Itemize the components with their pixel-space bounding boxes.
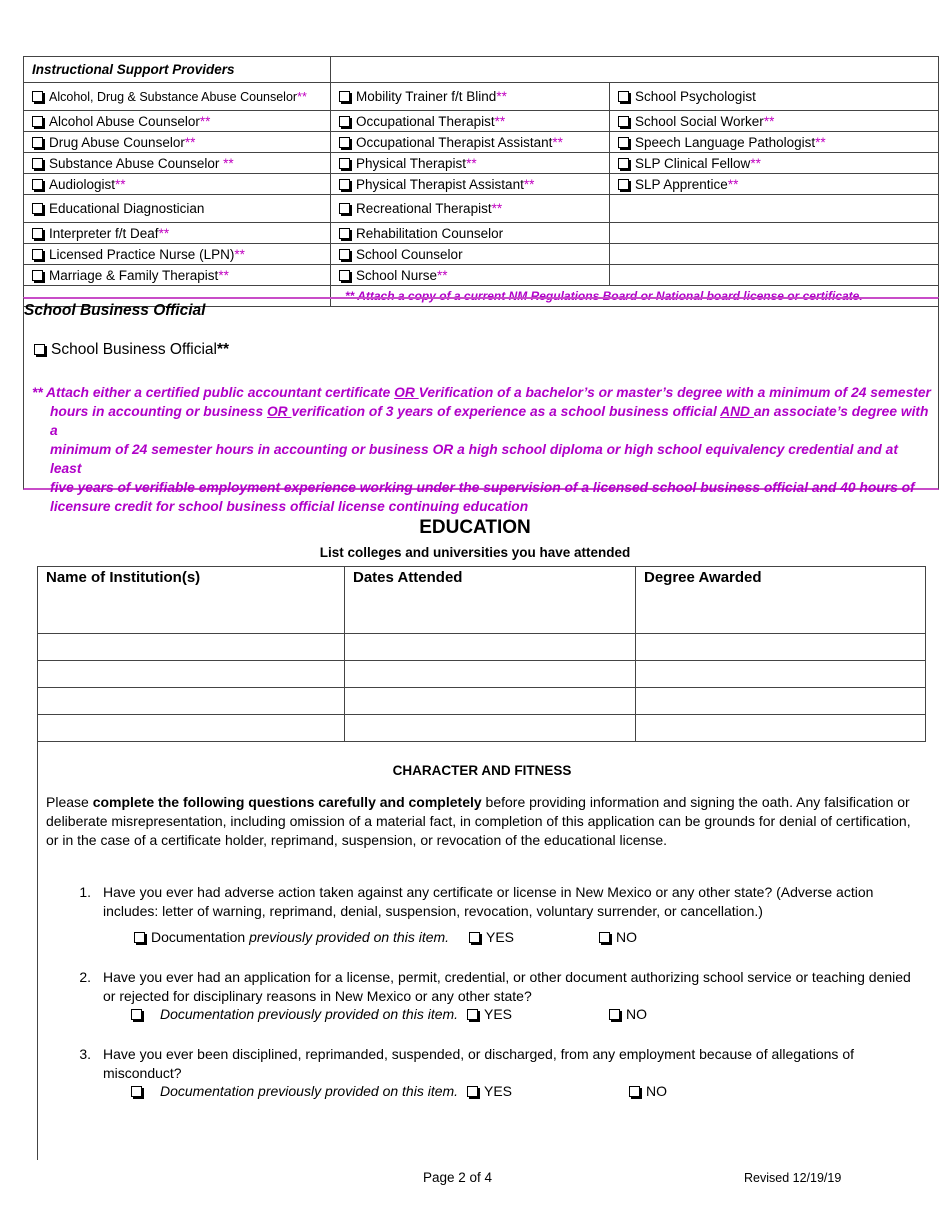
checkbox-icon[interactable] — [339, 137, 350, 148]
checkbox-icon[interactable] — [599, 932, 610, 943]
q2-yes-option[interactable] — [467, 1006, 512, 1022]
no-label: NO — [626, 1006, 647, 1022]
degree-field[interactable] — [636, 661, 926, 688]
isp-option[interactable] — [339, 177, 534, 192]
isp-cell — [610, 153, 939, 174]
sbo-note-line: minimum of 24 semester hours in accounting or business OR a high school diploma or high school equivalency credential and at least — [50, 442, 898, 476]
sbo-note-line: five years of verifiable employment experience working under the supervision of a licensed school business official and 40 hours of — [50, 480, 915, 495]
checkbox-icon[interactable] — [32, 270, 43, 281]
doc-label-italic: Documentation previously provided on this item. — [160, 1006, 459, 1022]
doc-label: Documentation — [151, 929, 250, 945]
education-row — [38, 634, 926, 661]
isp-option-label: School Psychologist — [635, 89, 756, 104]
dates-field[interactable] — [345, 688, 636, 715]
sbo-note-part: Verification of a bachelor’s or master’s degree with a minimum of 24 semester — [418, 385, 931, 400]
no-label: NO — [646, 1083, 667, 1099]
degree-field[interactable] — [636, 634, 926, 661]
checkbox-icon[interactable] — [618, 116, 629, 127]
isp-cell — [24, 153, 331, 174]
character-fitness-section — [37, 738, 926, 1160]
education-row — [38, 661, 926, 688]
isp-option-label: Audiologist — [49, 176, 116, 192]
sbo-note-and: AND — [720, 404, 754, 419]
checkbox-icon[interactable] — [131, 1086, 142, 1097]
q1-yes-option[interactable] — [469, 929, 514, 945]
q1-documentation-option[interactable] — [134, 929, 449, 945]
checkbox-icon[interactable] — [469, 932, 480, 943]
isp-option-label: Substance Abuse Counselor — [49, 155, 224, 171]
license-required-marker: ** — [466, 155, 477, 171]
checkbox-icon[interactable] — [467, 1009, 478, 1020]
isp-table — [23, 56, 939, 307]
institution-field[interactable] — [38, 688, 345, 715]
license-required-marker: ** — [494, 113, 506, 129]
isp-option-label: Interpreter f/t Deaf — [49, 225, 159, 241]
checkbox-icon[interactable] — [339, 270, 350, 281]
isp-cell — [24, 83, 331, 111]
isp-option[interactable] — [32, 268, 229, 283]
isp-option[interactable] — [339, 201, 502, 216]
checkbox-icon[interactable] — [32, 249, 43, 260]
sbo-note-or: OR — [394, 385, 419, 400]
isp-option[interactable] — [339, 114, 505, 129]
checkbox-icon[interactable] — [134, 932, 145, 943]
checkbox-icon[interactable] — [339, 91, 350, 102]
sbo-note-part: hours in accounting or business — [50, 404, 267, 419]
checkbox-icon[interactable] — [618, 91, 629, 102]
isp-option-label: Physical Therapist Assistant — [356, 176, 524, 192]
checkbox-icon[interactable] — [131, 1009, 142, 1020]
isp-cell — [24, 223, 331, 244]
isp-option-label: Occupational Therapist Assistant — [356, 134, 553, 150]
checkbox-icon[interactable] — [32, 137, 43, 148]
isp-option[interactable] — [32, 247, 245, 262]
isp-row — [24, 195, 939, 223]
license-required-marker: ** — [223, 155, 234, 171]
isp-option[interactable] — [32, 135, 195, 150]
checkbox-icon[interactable] — [467, 1086, 478, 1097]
isp-option-label: Educational Diagnostician — [49, 201, 205, 216]
institution-field[interactable] — [38, 661, 345, 688]
isp-cell — [610, 83, 939, 111]
yes-label: YES — [484, 1083, 513, 1099]
q1-no-option[interactable] — [599, 929, 637, 945]
isp-license-note: ** Attach a copy of a current NM Regulations Board or National board license or certificate. — [345, 289, 863, 303]
isp-option[interactable] — [618, 89, 756, 104]
question-number: 2. — [79, 969, 91, 985]
sbo-note-or: OR — [266, 404, 292, 419]
isp-cell — [331, 83, 610, 111]
isp-cell — [610, 111, 939, 132]
institution-field[interactable] — [38, 634, 345, 661]
sbo-item-label: School Business Official — [51, 341, 217, 358]
isp-row — [24, 153, 939, 174]
isp-row — [24, 223, 939, 244]
isp-option[interactable] — [618, 177, 738, 192]
isp-option-label: Occupational Therapist — [356, 113, 495, 129]
dates-field[interactable] — [345, 634, 636, 661]
checkbox-icon[interactable] — [32, 116, 43, 127]
isp-option-label: Drug Abuse Counselor — [49, 134, 185, 150]
license-required-marker: ** — [552, 134, 563, 150]
checkbox-icon[interactable] — [32, 228, 43, 239]
checkbox-icon[interactable] — [32, 203, 43, 214]
isp-option-label: School Social Worker — [635, 113, 764, 129]
character-intro — [46, 793, 926, 850]
degree-field[interactable] — [636, 688, 926, 715]
isp-cell — [610, 132, 939, 153]
isp-cell — [331, 132, 610, 153]
isp-option[interactable] — [32, 114, 210, 129]
isp-cell — [24, 244, 331, 265]
isp-cell — [331, 223, 610, 244]
q2-documentation-option[interactable] — [131, 1006, 458, 1022]
doc-label-italic: Documentation previously provided on this item. — [160, 1083, 459, 1099]
intro-text: Please — [46, 794, 93, 810]
q2-no-option[interactable] — [609, 1006, 647, 1022]
license-required-marker: ** — [750, 155, 761, 171]
isp-option[interactable] — [32, 226, 169, 241]
col-institution: Name of Institution(s) — [38, 567, 345, 634]
isp-row — [24, 111, 939, 132]
license-required-marker: ** — [297, 90, 307, 104]
isp-option-label: Physical Therapist — [356, 155, 467, 171]
sbo-note-line — [32, 402, 932, 440]
isp-option[interactable] — [339, 247, 463, 262]
license-required-marker: ** — [523, 176, 535, 192]
isp-cell — [24, 195, 331, 223]
sbo-checkbox-item[interactable] — [34, 341, 229, 359]
education-title: EDUCATION — [419, 517, 531, 538]
sbo-note-line: licensure credit for school business official license continuing education — [50, 499, 529, 514]
isp-cell — [24, 174, 331, 195]
question-text: Have you ever had an application for a license, permit, credential, or other document authorizing school service or teaching denied or rejected for disciplinary reasons in New Mexico or any other state? — [103, 969, 911, 1004]
q3-documentation-option[interactable] — [131, 1083, 458, 1099]
col-degree-awarded: Degree Awarded — [636, 567, 926, 634]
isp-row — [24, 174, 939, 195]
checkbox-icon[interactable] — [618, 158, 629, 169]
license-required-marker: ** — [115, 176, 126, 192]
checkbox-icon[interactable] — [32, 158, 43, 169]
isp-cell — [610, 265, 939, 286]
license-required-marker: ** — [496, 89, 507, 104]
isp-option-label: Alcohol, Drug & Substance Abuse Counselor — [49, 90, 298, 104]
isp-row — [24, 244, 939, 265]
isp-option[interactable] — [618, 135, 826, 150]
page-number: Page 2 of 4 — [423, 1170, 493, 1185]
checkbox-icon[interactable] — [339, 116, 350, 127]
license-required-marker: ** — [218, 267, 229, 283]
checkbox-icon[interactable] — [339, 228, 350, 239]
question-number: 1. — [79, 884, 91, 900]
isp-option-label: School Counselor — [356, 246, 463, 262]
isp-cell — [610, 244, 939, 265]
isp-cell — [331, 244, 610, 265]
dates-field[interactable] — [345, 661, 636, 688]
checkbox-icon[interactable] — [629, 1086, 640, 1097]
isp-option[interactable] — [32, 177, 126, 192]
isp-option-label: Speech Language Pathologist — [635, 134, 816, 150]
license-required-marker: ** — [234, 246, 245, 262]
license-required-marker: ** — [184, 134, 196, 150]
isp-option-label: Marriage & Family Therapist — [49, 267, 219, 283]
intro-bold-text: complete the following questions carefully and completely — [92, 794, 482, 810]
question-text: Have you ever had adverse action taken against any certificate or license in New Mexico or any other state? (Adverse action includes: letter of warning, reprimand, denial, suspension, revocation, voluntary surrender, or cancellation.) — [103, 884, 874, 919]
isp-option-label: SLP Apprentice — [635, 176, 728, 192]
checkbox-icon[interactable] — [339, 158, 350, 169]
license-required-marker: ** — [727, 176, 739, 192]
doc-label-italic: previously provided on this item. — [249, 929, 450, 945]
isp-header-cell — [24, 57, 331, 83]
education-table — [37, 566, 926, 742]
isp-cell — [610, 195, 939, 223]
isp-cell — [610, 174, 939, 195]
license-required-marker: ** — [763, 113, 775, 129]
isp-option[interactable] — [339, 135, 563, 150]
sbo-note-part: ** Attach either a certified public accountant certificate — [32, 385, 395, 400]
isp-option-label: Recreational Therapist — [356, 201, 492, 216]
character-title: CHARACTER AND FITNESS — [392, 763, 572, 778]
checkbox-icon[interactable] — [339, 203, 350, 214]
isp-row — [24, 83, 939, 111]
yes-label: YES — [486, 929, 515, 945]
sbo-item-star: ** — [217, 341, 230, 358]
isp-option[interactable] — [618, 156, 761, 171]
checkbox-icon[interactable] — [339, 179, 350, 190]
isp-cell — [24, 111, 331, 132]
checkbox-icon[interactable] — [339, 249, 350, 260]
isp-option[interactable] — [339, 156, 477, 171]
education-subtitle: List colleges and universities you have attended — [319, 545, 631, 560]
isp-row — [24, 265, 939, 286]
intro-text: before providing information and signing the oath. Any falsification or deliberate misrepresentation, including omission of a material fact, in completion of this application can be grounds for denial of certification, or in the case of a certificate holder, reprimand, suspension, or revocation of the educational license. — [46, 794, 911, 848]
isp-option-label: Rehabilitation Counselor — [356, 225, 504, 241]
isp-cell — [331, 195, 610, 223]
isp-cell — [24, 265, 331, 286]
isp-option[interactable] — [32, 201, 204, 216]
isp-option[interactable] — [32, 156, 234, 171]
isp-option[interactable] — [339, 89, 507, 104]
isp-option-label: Mobility Trainer f/t Blind — [356, 89, 497, 104]
isp-cell — [331, 153, 610, 174]
isp-header: Instructional Support Providers — [32, 62, 235, 77]
isp-option-label: Licensed Practice Nurse (LPN) — [49, 246, 235, 262]
sbo-note-part: an associate’s degree with a — [50, 404, 929, 438]
isp-option[interactable] — [618, 114, 774, 129]
checkbox-icon[interactable] — [34, 344, 45, 355]
yes-label: YES — [484, 1006, 513, 1022]
no-label: NO — [616, 929, 637, 945]
isp-cell — [331, 265, 610, 286]
isp-option-label: SLP Clinical Fellow — [635, 155, 751, 171]
sbo-title: School Business Official — [24, 302, 206, 319]
sbo-note-part: verification of 3 years of experience as a school business official — [291, 404, 721, 419]
license-required-marker: ** — [491, 201, 503, 216]
isp-cell — [331, 111, 610, 132]
q3-yes-option[interactable] — [467, 1083, 512, 1099]
sbo-requirements-note — [32, 383, 932, 516]
isp-cell — [610, 223, 939, 244]
q3-no-option[interactable] — [629, 1083, 667, 1099]
license-required-marker: ** — [199, 113, 211, 129]
question-text: Have you ever been disciplined, reprimanded, suspended, or discharged, from any employment because of allegations of misconduct? — [103, 1046, 854, 1081]
isp-option[interactable] — [32, 90, 307, 104]
isp-header-empty — [331, 57, 939, 83]
isp-option[interactable] — [339, 268, 448, 283]
checkbox-icon[interactable] — [32, 179, 43, 190]
license-required-marker: ** — [158, 225, 170, 241]
col-dates-attended: Dates Attended — [345, 567, 636, 634]
isp-row — [24, 132, 939, 153]
isp-cell — [24, 132, 331, 153]
checkbox-icon[interactable] — [32, 91, 43, 102]
isp-option-label: School Nurse — [356, 267, 438, 283]
education-row — [38, 688, 926, 715]
checkbox-icon[interactable] — [618, 137, 629, 148]
checkbox-icon[interactable] — [618, 179, 629, 190]
school-business-official-section — [23, 297, 939, 514]
revised-date: Revised 12/19/19 — [744, 1171, 842, 1185]
isp-cell — [331, 174, 610, 195]
checkbox-icon[interactable] — [609, 1009, 620, 1020]
isp-option-label: Alcohol Abuse Counselor — [49, 113, 200, 129]
license-required-marker: ** — [815, 134, 826, 150]
isp-option[interactable] — [339, 226, 503, 241]
question-number: 3. — [79, 1046, 91, 1062]
license-required-marker: ** — [437, 267, 448, 283]
